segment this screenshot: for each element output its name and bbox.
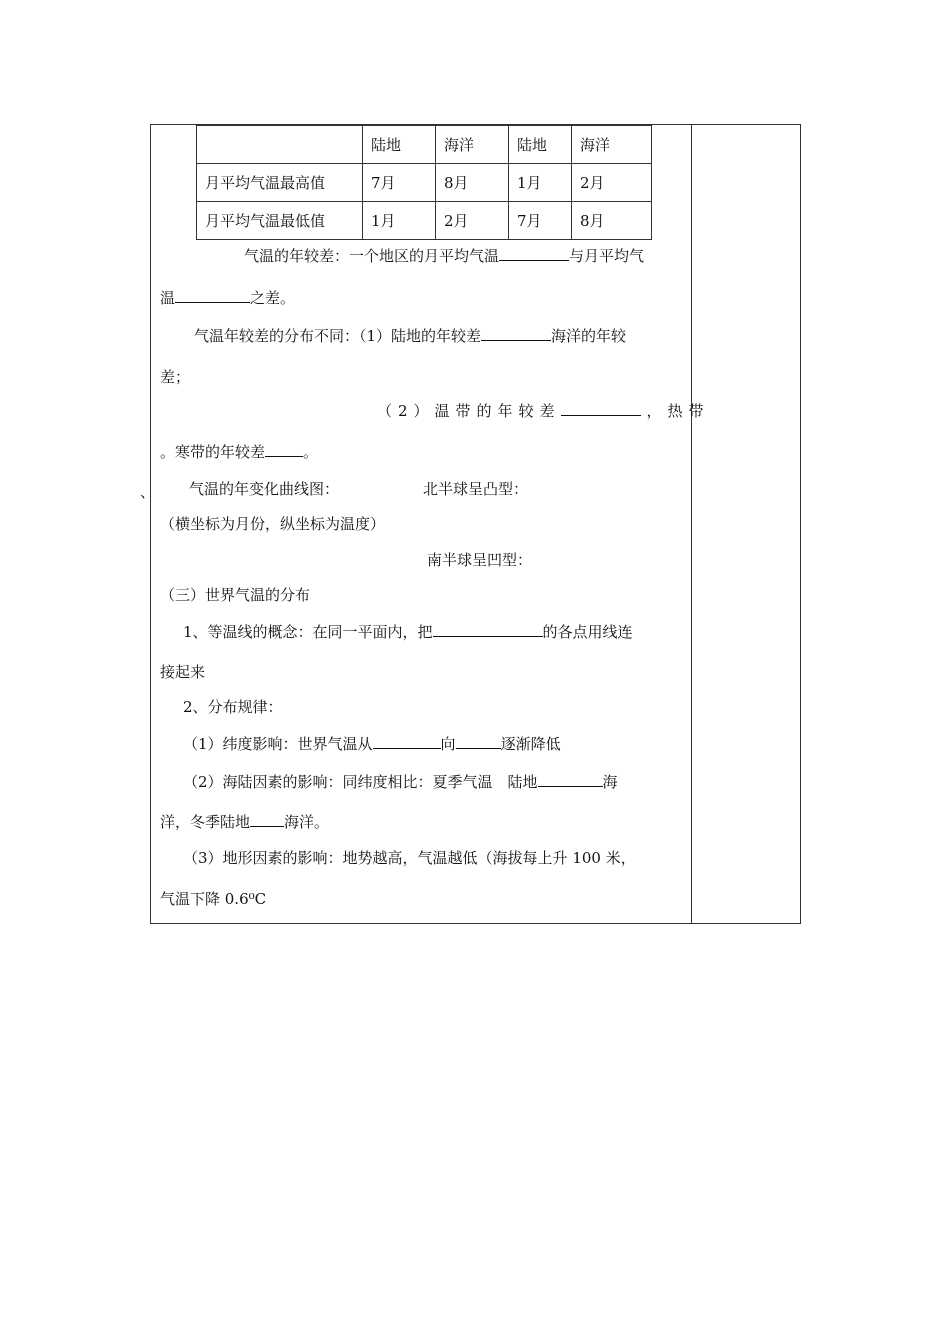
text-span: （2）海陆因素的影响：同纬度相比：夏季气温 陆地 — [183, 773, 538, 791]
table-cell: 8月 — [436, 164, 509, 202]
text-line — [160, 366, 190, 387]
text-span: 海 — [602, 773, 618, 791]
text-span: 之差。 — [250, 289, 296, 307]
fill-blank[interactable] — [265, 442, 303, 457]
text-line — [160, 811, 329, 832]
table-cell: 7月 — [363, 164, 436, 202]
text-span: 南半球呈凹型： — [427, 551, 533, 569]
table-cell: 2月 — [572, 164, 652, 202]
text-line — [194, 325, 626, 346]
text-span: 海洋。 — [284, 813, 330, 831]
fill-blank[interactable] — [175, 288, 250, 303]
text-span: （3）地形因素的影响：地势越高，气温越低（海拔每上升 100 米， — [183, 849, 636, 867]
text-span: 1、等温线的概念：在同一平面内，把 — [183, 623, 433, 641]
table-cell — [197, 126, 363, 164]
text-span: 向 — [440, 735, 456, 753]
fill-blank[interactable] — [499, 246, 569, 261]
table-cell: 月平均气温最高值 — [197, 164, 363, 202]
text-span: 。 — [303, 443, 319, 461]
text-span: 气温年较差的分布不同：（1）陆地的年较差 — [194, 327, 482, 345]
table-row — [197, 164, 652, 202]
table-cell: 8月 — [572, 202, 652, 240]
table-cell: 2月 — [436, 202, 509, 240]
text-line — [244, 245, 644, 266]
text-span: 北半球呈凸型： — [423, 480, 529, 498]
fill-blank[interactable] — [481, 326, 551, 341]
text-span: 气温的年较差：一个地区的月平均气温 — [244, 247, 500, 265]
fill-blank[interactable] — [561, 401, 641, 416]
text-span: 与月平均气 — [569, 247, 645, 265]
text-span: 海洋的年较 — [551, 327, 627, 345]
column-divider — [691, 125, 692, 923]
stray-mark: 、 — [140, 483, 156, 501]
text-span: （横坐标为月份，纵坐标为温度） — [160, 515, 386, 533]
text-line — [183, 847, 636, 868]
text-line — [189, 478, 339, 499]
text-line — [423, 478, 528, 499]
text-span: 气温的年变化曲线图： — [189, 480, 340, 498]
text-line — [183, 733, 561, 754]
text-span: 差； — [160, 368, 191, 386]
fill-blank[interactable] — [250, 812, 284, 827]
text-line — [160, 441, 318, 462]
text-line — [183, 696, 283, 717]
text-line — [377, 400, 710, 421]
text-span: （1）纬度影响：世界气温从 — [183, 735, 373, 753]
table-cell: 海洋 — [572, 126, 652, 164]
text-line — [183, 621, 633, 642]
text-span: （2）温带的年较差 — [377, 402, 561, 420]
table-row — [197, 202, 652, 240]
table-header-row — [197, 126, 652, 164]
text-span: 接起来 — [160, 663, 206, 681]
section-heading — [160, 584, 310, 605]
table-cell: 陆地 — [509, 126, 572, 164]
text-span: ，热带 — [646, 402, 710, 420]
text-line — [160, 287, 295, 308]
text-span: 温 — [160, 289, 176, 307]
text-line — [160, 661, 205, 682]
text-span: 。寒带的年较差 — [160, 443, 266, 461]
table-cell: 1月 — [509, 164, 572, 202]
text-line — [427, 549, 532, 570]
table-cell: 海洋 — [436, 126, 509, 164]
fill-blank[interactable] — [433, 622, 543, 637]
table-cell: 陆地 — [363, 126, 436, 164]
fill-blank[interactable] — [538, 772, 603, 787]
text-span: 逐渐降低 — [500, 735, 561, 753]
text-line — [160, 513, 385, 534]
text-span: 2、分布规律： — [183, 698, 283, 716]
text-line — [183, 771, 618, 792]
fill-blank[interactable] — [456, 734, 501, 749]
text-line — [160, 888, 266, 909]
text-span: 洋，冬季陆地 — [160, 813, 251, 831]
text-span: 气温下降 0.6⁰C — [160, 890, 267, 908]
table-cell: 1月 — [363, 202, 436, 240]
text-span: 的各点用线连 — [542, 623, 633, 641]
fill-blank[interactable] — [373, 734, 441, 749]
temperature-table — [196, 125, 652, 240]
worksheet-frame — [150, 124, 801, 924]
text-span: （三）世界气温的分布 — [160, 586, 311, 604]
table-cell: 月平均气温最低值 — [197, 202, 363, 240]
table-cell: 7月 — [509, 202, 572, 240]
